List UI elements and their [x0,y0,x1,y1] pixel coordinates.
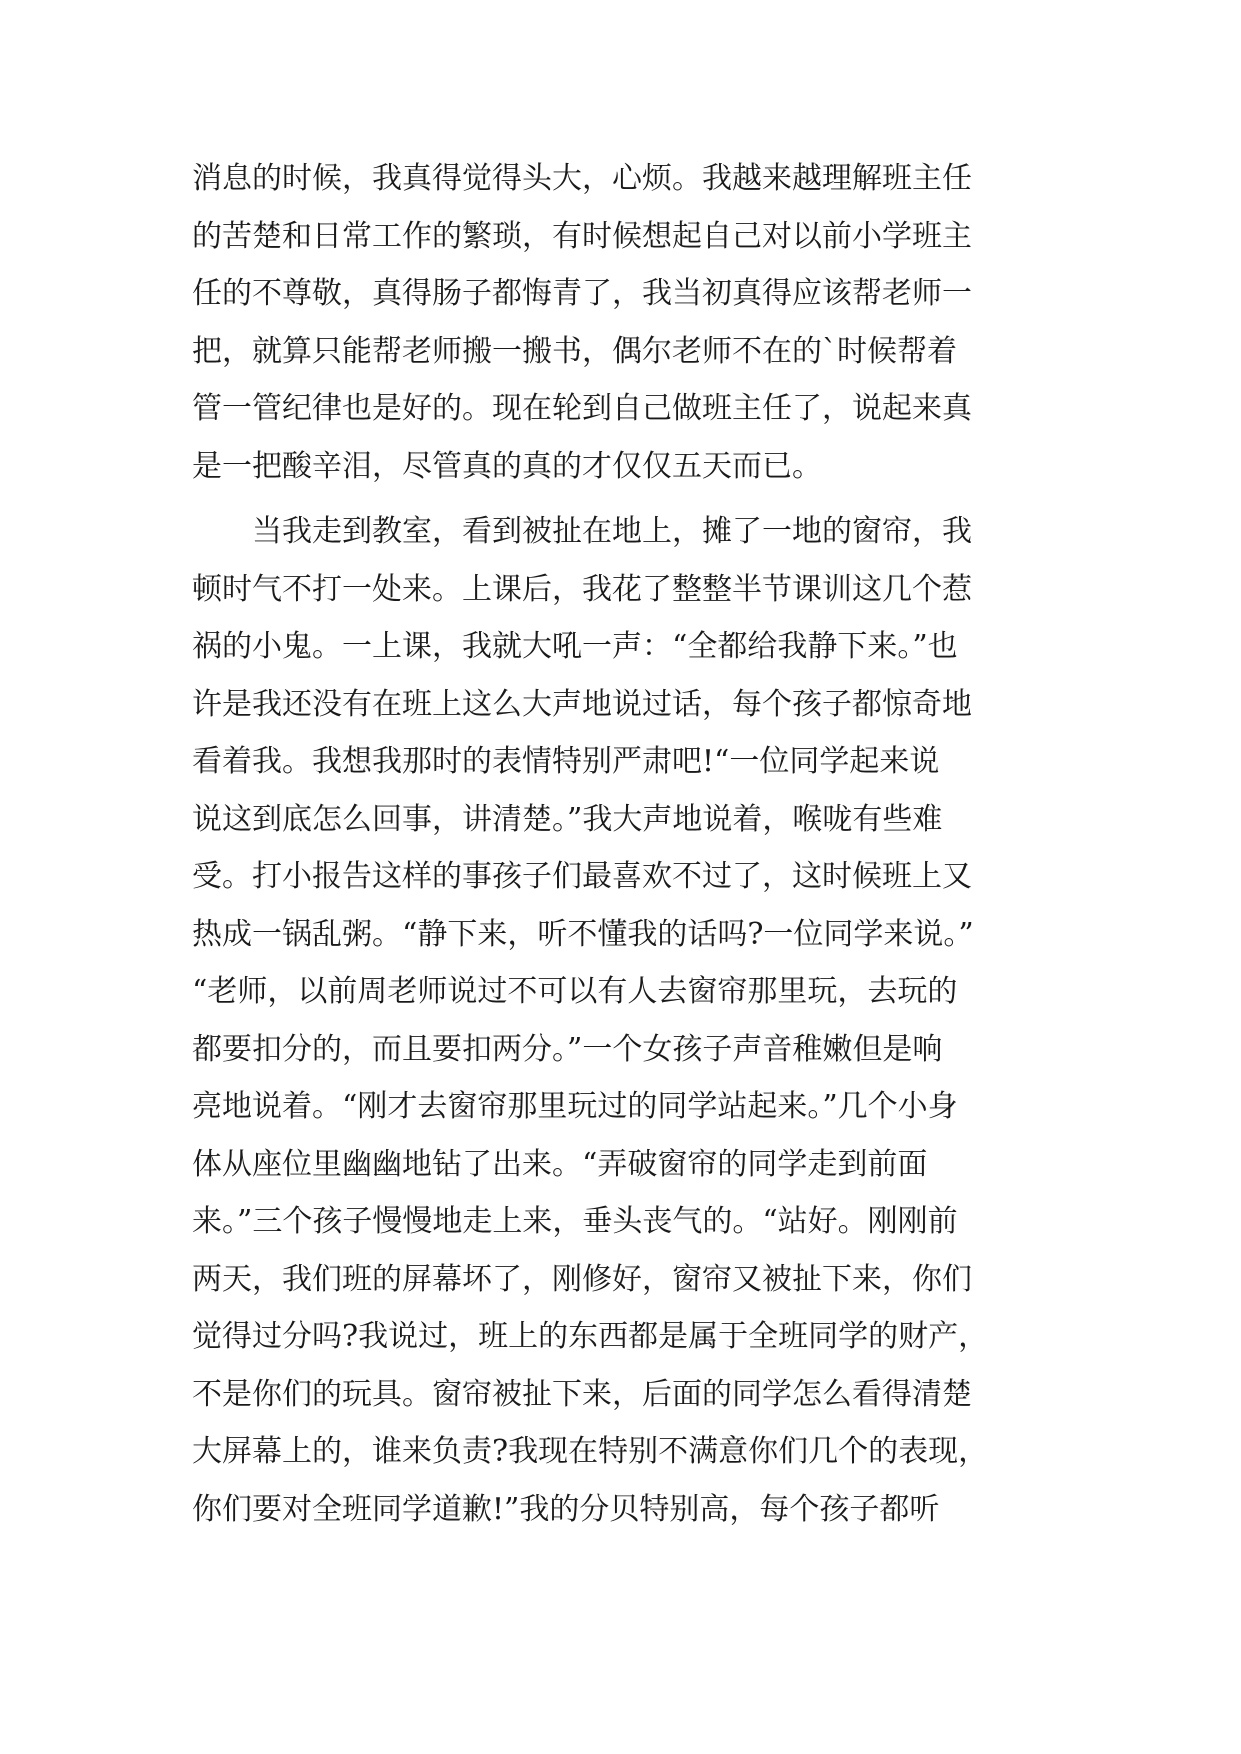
text-line: 看着我。我想我那时的表情特别严肃吧!“一位同学起来说 [192,744,940,779]
text-line: 的苦楚和日常工作的繁琐，有时候想起自己对以前小学班主 [192,218,972,254]
text-line: 都要扣分的，而且要扣两分。”一个女孩子声音稚嫩但是响 [192,1031,943,1067]
text-line: 管一管纪律也是好的。现在轮到自己做班主任了，说起来真 [192,391,972,426]
document-body [192,150,1052,1538]
text-line: 是一把酸辛泪，尽管真的真的才仅仅五天而已。 [192,448,822,484]
text-line: 把，就算只能帮老师搬一搬书，偶尔老师不在的`时候帮着 [192,333,957,369]
text-line: 热成一锅乱粥。“静下来，听不懂我的话吗?一位同学来说。” [192,916,974,952]
text-line: 大屏幕上的，谁来负责?我现在特别不满意你们几个的表现， [192,1434,989,1469]
text-line: 受。打小报告这样的事孩子们最喜欢不过了，这时候班上又 [192,859,972,894]
text-line: “老师，以前周老师说过不可以有人去窗帘那里玩，去玩的 [192,974,958,1009]
text-line: 两天，我们班的屏幕坏了，刚修好，窗帘又被扯下来，你们 [192,1261,972,1297]
text-line: 消息的时候，我真得觉得头大，心烦。我越来越理解班主任 [192,161,972,196]
text-line: 你们要对全班同学道歉!”我的分贝特别高，每个孩子都听 [192,1491,940,1527]
text-line: 任的不尊敬，真得肠子都悔青了，我当初真得应该帮老师一 [192,276,972,311]
text-line: 许是我还没有在班上这么大声地说过话，每个孩子都惊奇地 [192,686,972,722]
text-line: 来。”三个孩子慢慢地走上来，垂头丧气的。“站好。刚刚前 [192,1204,958,1239]
text-line: 觉得过分吗?我说过，班上的东西都是属于全班同学的财产， [192,1319,989,1354]
paragraph-1 [192,150,1052,495]
text-line: 祸的小鬼。一上课，我就大吼一声：“全都给我静下来。”也 [192,629,958,664]
paragraph-2 [192,503,1052,1538]
text-line: 顿时气不打一处来。上课后，我花了整整半节课训这几个惹 [192,571,972,607]
text-line: 说这到底怎么回事，讲清楚。”我大声地说着，喉咙有些难 [192,801,943,837]
text-line: 当我走到教室，看到被扯在地上，摊了一地的窗帘，我 [192,514,972,549]
text-line: 亮地说着。“刚才去窗帘那里玩过的同学站起来。”几个小身 [192,1089,958,1124]
text-line: 不是你们的玩具。窗帘被扯下来，后面的同学怎么看得清楚 [192,1376,972,1412]
paragraph-gap [192,495,1052,503]
text-line: 体从座位里幽幽地钻了出来。“弄破窗帘的同学走到前面 [192,1146,928,1182]
